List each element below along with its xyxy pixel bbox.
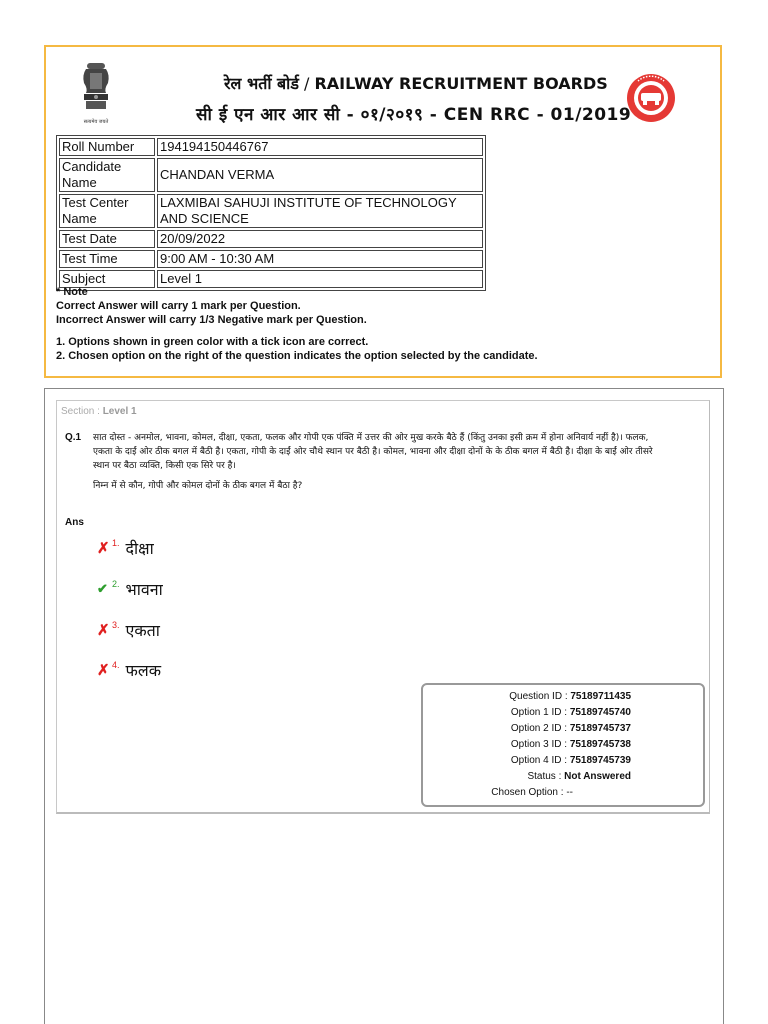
question-id-row xyxy=(423,689,631,705)
cross-icon: ✗ xyxy=(97,540,110,557)
option2-id-row xyxy=(423,721,631,737)
chosen-value: -- xyxy=(566,787,573,798)
option-number: 2. xyxy=(112,579,120,590)
chosen-option-row xyxy=(423,785,573,801)
info-value: 20/09/2022 xyxy=(157,230,483,248)
option1-id-row xyxy=(423,705,631,721)
info-value: Level 1 xyxy=(157,270,483,288)
cross-icon: ✗ xyxy=(97,622,110,639)
option3-id-row xyxy=(423,737,631,753)
title-separator: / xyxy=(298,74,315,93)
header-panel xyxy=(44,45,722,378)
option-number: 3. xyxy=(112,620,120,631)
svg-text:सत्यमेव जयते: सत्यमेव जयते xyxy=(83,119,109,125)
status-row xyxy=(423,769,631,785)
option-text: भावना xyxy=(125,580,163,599)
check-icon: ✔ xyxy=(97,581,108,596)
id-label: Chosen Option : xyxy=(491,787,567,798)
id-value: 75189745739 xyxy=(569,755,631,766)
id-label: Option 1 ID : xyxy=(510,707,570,718)
section-name: Level 1 xyxy=(102,406,137,417)
question-card xyxy=(56,400,710,814)
note-line: Incorrect Answer will carry 1/3 Negative mark per Question. xyxy=(56,314,367,326)
option-3 xyxy=(97,619,160,641)
info-key: Test Center Name xyxy=(59,194,155,228)
note-line: Correct Answer will carry 1 mark per Question. xyxy=(56,300,301,312)
option-number: 1. xyxy=(112,538,120,549)
option-text: दीक्षा xyxy=(125,539,154,558)
id-value: 75189745740 xyxy=(569,707,631,718)
info-key: Candidate Name xyxy=(59,158,155,192)
title-english: RAILWAY RECRUITMENT BOARDS xyxy=(314,74,608,93)
id-label: Status : xyxy=(527,771,565,782)
option-text: एकता xyxy=(125,621,160,640)
id-label: Question ID : xyxy=(509,691,571,702)
info-key: Subject xyxy=(59,270,155,288)
info-value: LAXMIBAI SAHUJI INSTITUTE OF TECHNOLOGY AND SCIENCE xyxy=(157,194,483,228)
marking-notes xyxy=(56,285,538,363)
option-1 xyxy=(97,537,154,559)
info-key: Test Date xyxy=(59,230,155,248)
note-line: 1. Options shown in green color with a tick icon are correct. xyxy=(56,336,369,348)
candidate-info-table xyxy=(56,135,486,291)
page-title xyxy=(224,72,608,94)
id-label: Option 2 ID : xyxy=(510,723,570,734)
id-value: 75189711435 xyxy=(570,691,631,702)
section-prefix: Section : xyxy=(61,406,103,417)
question-body: सात दोस्त - अनमोल, भावना, कोमल, दीक्षा, एकता, फलक और गोपी एक पंक्ति में उत्तर की ओर मुख करके बैठे हैं (किंतु उनका इसी क्रम में होना अनिवार्य नहीं है)। फलक, एकता के दाईं ओर ठीक बगल में बैठी है। एकता, गोपी के दाईं ओर चौथे स्थान पर बैठी है। कोमल, भावना और दीक्षा दोनों के के ठीक बगल में बैठी है। दीक्षा के बाईं ओर तीसरे स्थान पर बैठा व्यक्ति, किसी एक सिरे पर है। xyxy=(93,433,653,471)
national-emblem-icon xyxy=(78,61,114,131)
info-key: Roll Number xyxy=(59,138,155,156)
cross-icon: ✗ xyxy=(97,662,110,679)
id-value: 75189745737 xyxy=(569,723,631,734)
question-id-box xyxy=(421,683,705,807)
question-panel xyxy=(44,388,724,1024)
info-value: 9:00 AM - 10:30 AM xyxy=(157,250,483,268)
option-2 xyxy=(97,578,163,600)
info-key: Test Time xyxy=(59,250,155,268)
title-hindi: रेल भर्ती बोर्ड xyxy=(224,74,299,93)
table-row xyxy=(59,230,483,248)
option-text: फलक xyxy=(125,661,161,680)
table-row xyxy=(59,158,483,192)
question-ask: निम्न में से कौन, गोपी और कोमल दोनों के ठीक बगल में बैठा है? xyxy=(93,481,303,491)
table-row xyxy=(59,250,483,268)
option-4 xyxy=(97,659,161,681)
table-row xyxy=(59,138,483,156)
id-label: Option 3 ID : xyxy=(510,739,570,750)
status-value: Not Answered xyxy=(564,771,631,782)
option4-id-row xyxy=(423,753,631,769)
table-row xyxy=(59,194,483,228)
question-number: Q.1 xyxy=(65,432,82,443)
section-label xyxy=(61,406,137,417)
info-value: 194194150446767 xyxy=(157,138,483,156)
note-heading: * Note xyxy=(56,286,88,298)
question-text xyxy=(93,431,663,493)
info-value: CHANDAN VERMA xyxy=(157,158,483,192)
option-number: 4. xyxy=(112,660,120,671)
exam-subtitle: सी ई एन आर आर सी - ०१/२०१९ - CEN RRC - 01/2019 xyxy=(196,105,632,125)
id-value: 75189745738 xyxy=(569,739,631,750)
answer-label: Ans xyxy=(65,517,84,528)
note-line: 2. Chosen option on the right of the question indicates the option selected by the candidate. xyxy=(56,350,538,362)
indian-railways-logo-icon xyxy=(626,73,676,123)
id-label: Option 4 ID : xyxy=(510,755,570,766)
